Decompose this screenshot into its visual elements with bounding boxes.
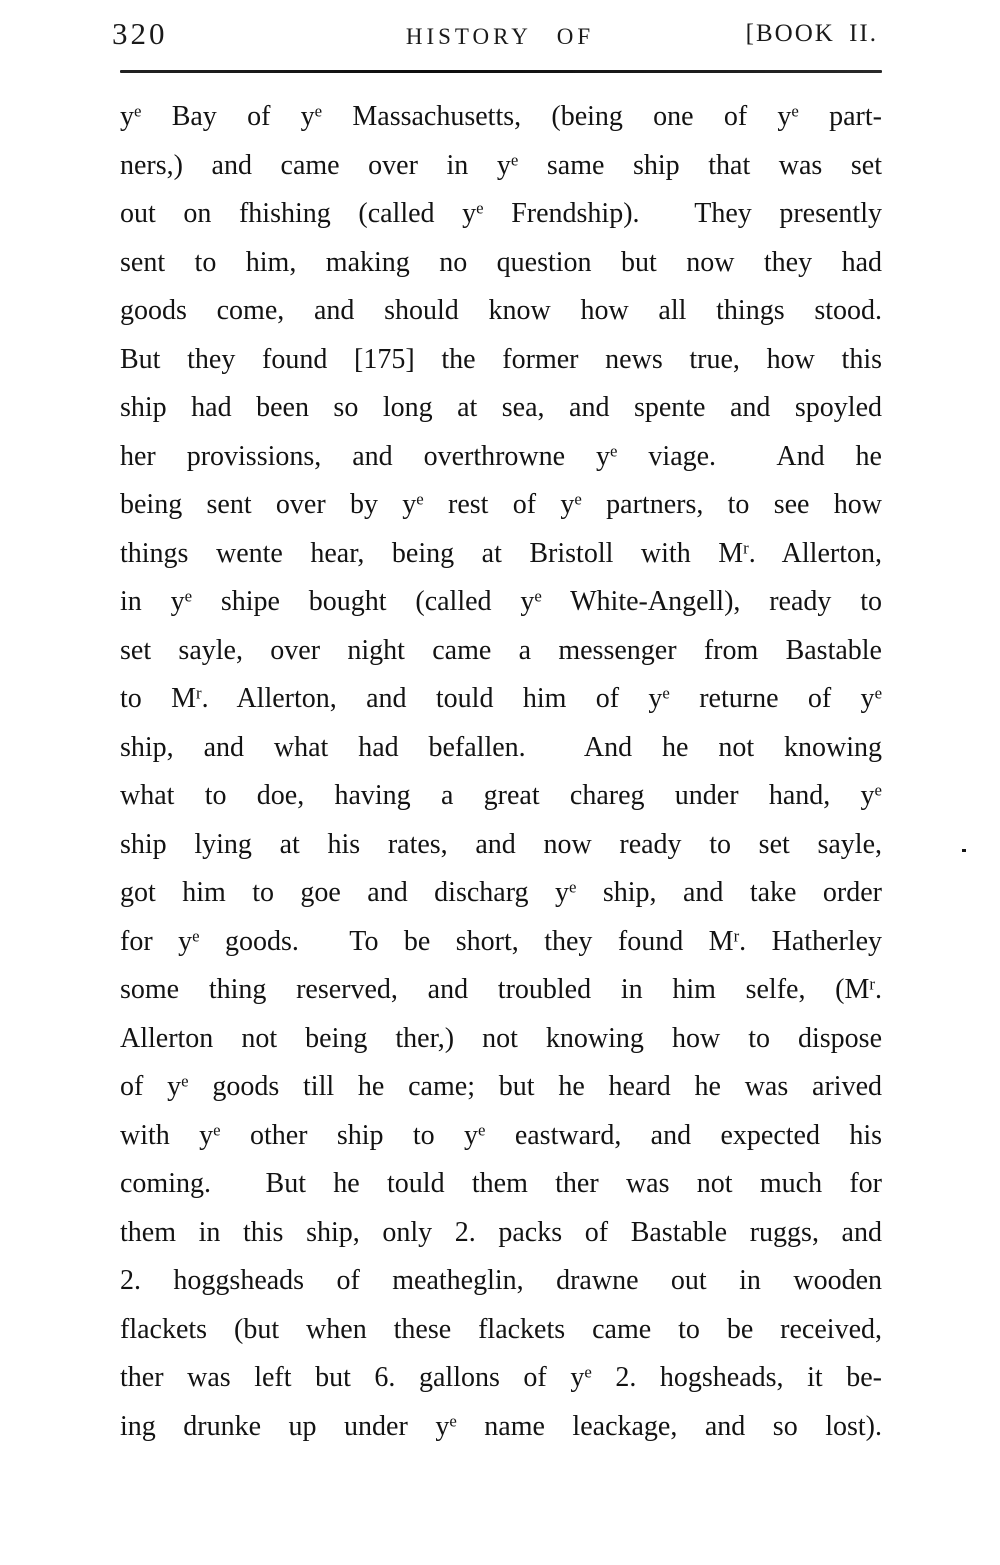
text-line: ners,) and came over in $y^e$ same ship that was set [120, 149, 883, 181]
text-line: of $y^e$ goods till he came; but he heard he was arived [120, 1071, 882, 1102]
scan-artifact-speck [962, 849, 966, 852]
text-line: ther was left but 6. gallons of $y^e$ 2. hogsheads, it be- [120, 1362, 882, 1393]
text-line: things wente hear, being at Bristoll with $M^r$. Allerton, [120, 537, 882, 569]
text-line: ship, and what had befallen. And he not knowing [120, 731, 882, 763]
body-text [120, 93, 882, 1451]
header-rule [120, 70, 882, 73]
text-line: them in this ship, only 2. packs of Bastable ruggs, and [120, 1216, 882, 1248]
text-line: But they found [175] the former news true, how this [120, 343, 882, 375]
text-line: got him to goe and discharg $y^e$ ship, and take order [120, 877, 882, 908]
text-line: coming. But he tould them ther was not much for [120, 1168, 882, 1199]
text-line: what to doe, having a great chareg under hand, $y^e$ [120, 780, 882, 811]
text-line: in $y^e$ shipe bought (called $y^e$ White-Angell), ready to [120, 586, 882, 617]
text-line: ship had been so long at sea, and spente and spoyled [120, 392, 882, 423]
text-line: being sent over by $y^e$ rest of $y^e$ partners, to see how [120, 489, 883, 520]
text-line: goods come, and should know how all things stood. [120, 295, 882, 326]
text-line: to $M^r$. Allerton, and tould him of $y^e$ returne of $y^e$ [120, 683, 883, 714]
text-line: some thing reserved, and troubled in him selfe, ($M^r$. [120, 974, 882, 1005]
text-line: with $y^e$ other ship to $y^e$ eastward, and expected his [120, 1119, 882, 1151]
text-line: for $y^e$ goods. To be short, they found $M^r$. Hatherley [120, 925, 882, 957]
book-label: [BOOK II. [745, 20, 878, 47]
text-line: set sayle, over night came a messenger from Bastable [120, 634, 882, 666]
text-line: 2. hoggsheads of meatheglin, drawne out in wooden [120, 1265, 882, 1296]
text-line: Allerton not being ther,) not knowing how to dispose [120, 1022, 882, 1054]
text-line: ing drunke up under $y^e$ name leackage, and so lost). [120, 1410, 882, 1442]
page-number: 320 [112, 16, 168, 51]
text-line: her provissions, and overthrowne $y^e$ viage. And he [120, 440, 882, 472]
text-line: flackets (but when these flackets came to be received, [120, 1313, 882, 1345]
text-line: out on fhishing (called $y^e$ Frendship). They presently [120, 198, 882, 229]
text-line: $y^e$ Bay of $y^e$ Massachusetts, (being one of $y^e$ part- [120, 101, 882, 132]
text-line: sent to him, making no question but now they had [120, 246, 882, 278]
running-title: HISTORY OF [405, 24, 595, 49]
text-line: ship lying at his rates, and now ready to set sayle, [120, 828, 882, 860]
